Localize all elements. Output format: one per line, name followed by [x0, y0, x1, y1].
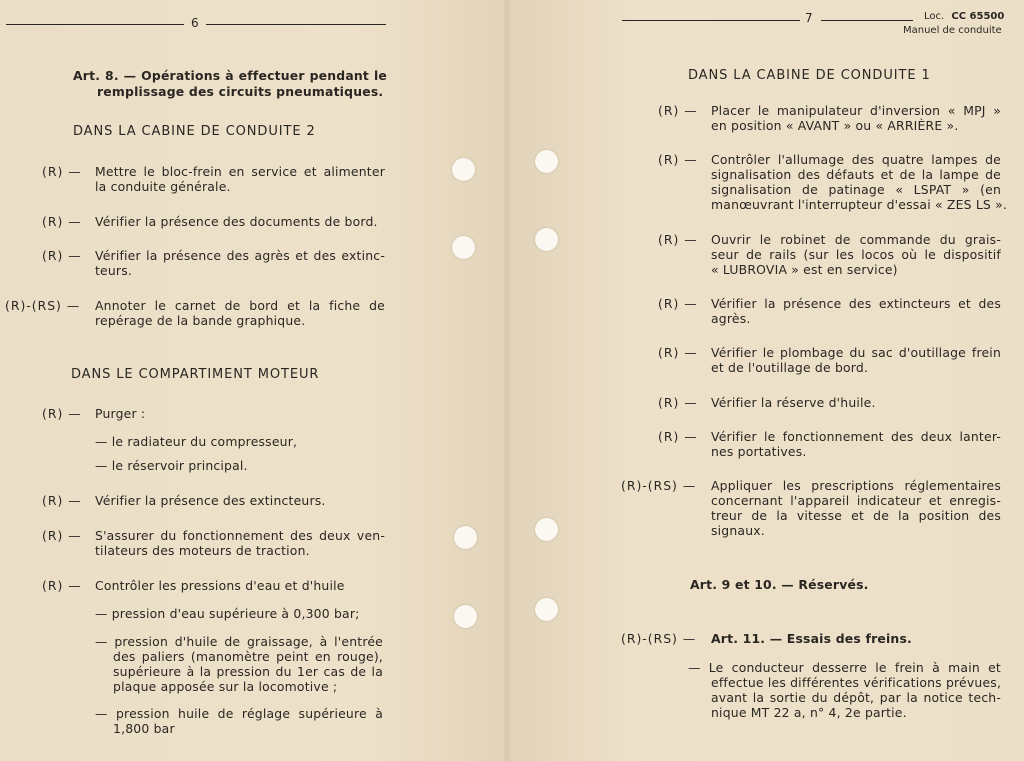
item-tag: (R) — [42, 214, 82, 229]
sub-item: — pression huile de réglage supérieure à 1,800 bar [95, 706, 383, 736]
sub-item: — le radiateur du compresseur, [95, 434, 298, 449]
list-item: Mettre le bloc-frein en service et alimenter la conduite générale. [95, 164, 385, 194]
item-tag: (R) — [42, 406, 82, 421]
item-tag: (R) — [42, 578, 82, 593]
item-tag: (R) — [658, 152, 698, 167]
list-item: Purger : [95, 406, 146, 421]
item-tag: (R)-(RS) — [621, 478, 697, 493]
article-title-line2: remplissage des circuits pneumatiques. [97, 84, 384, 99]
right-page [510, 0, 1024, 761]
article-heading: Art. 11. — Essais des freins. [711, 631, 912, 646]
section-heading-cabin-1: DANS LA CABINE DE CONDUITE 1 [688, 68, 931, 83]
punch-hole [454, 526, 477, 549]
list-item: Vérifier la présence des extincteurs et des agrès. [711, 296, 1001, 326]
list-item: S'assurer du fonctionnement des deux ven- tilateurs des moteurs de traction. [95, 528, 385, 558]
section-heading-cabin-2: DANS LA CABINE DE CONDUITE 2 [73, 124, 316, 139]
item-tag: (R) — [658, 429, 698, 444]
list-item: Vérifier le plombage du sac d'outillage frein et de l'outillage de bord. [711, 345, 1001, 375]
list-item: Vérifier la présence des extincteurs. [95, 493, 326, 508]
list-item: Annoter le carnet de bord et la fiche de repérage de la bande graphique. [95, 298, 385, 328]
item-tag: (R) — [658, 296, 698, 311]
punch-hole [535, 598, 558, 621]
sub-item: — le réservoir principal. [95, 458, 248, 473]
punch-hole [452, 158, 475, 181]
item-tag: (R) — [658, 345, 698, 360]
page-number: 6 [191, 16, 199, 30]
list-item: Ouvrir le robinet de commande du grais- seur de rails (sur les locos où le dispositif « LUBROVIA » est en service) [711, 232, 1001, 277]
list-item: Contrôler les pressions d'eau et d'huile [95, 578, 345, 593]
punch-hole [454, 605, 477, 628]
list-item: Contrôler l'allumage des quatre lampes de signalisation des défauts et de la lampe de signalisation de patinage « LSPAT » (en manœuvrant l'interrupteur d'essai « ZES LS ». [711, 152, 1008, 212]
punch-hole [535, 518, 558, 541]
list-item: Vérifier la présence des documents de bord. [95, 214, 378, 229]
punch-hole [535, 228, 558, 251]
item-tag: (R) — [658, 232, 698, 247]
list-item: Appliquer les prescriptions réglementaires concernant l'appareil indicateur et enregis- treur de la vitesse et de la position des signaux. [711, 478, 1001, 538]
header-rule-left [6, 24, 184, 25]
item-tag: (R) — [658, 103, 698, 118]
item-tag: (R) — [42, 493, 82, 508]
section-heading-engine: DANS LE COMPARTIMENT MOTEUR [71, 367, 320, 382]
header-rule-right [821, 20, 913, 21]
page-number: 7 [805, 11, 813, 25]
item-tag: (R) — [42, 528, 82, 543]
article-heading: Art. 9 et 10. — Réservés. [690, 577, 869, 592]
item-tag: (R) — [658, 395, 698, 410]
punch-hole [452, 236, 475, 259]
left-page [0, 0, 506, 761]
header-manual: Manuel de conduite [903, 25, 1002, 36]
sub-item: — pression d'huile de graissage, à l'entrée des paliers (manomètre peint en rouge), supérieure à la pression du 1er cas de la plaque apposée sur la locomotive ; [95, 634, 383, 694]
paragraph: — Le conducteur desserre le frein à main et effectue les différentes vérifications prévues, avant la sortie du dépôt, par la notice tech- nique MT 22 a, n° 4, 2e partie. [688, 660, 1002, 720]
item-tag: (R)-(RS) — [5, 298, 81, 313]
header-rule-left [622, 20, 800, 21]
punch-hole [535, 150, 558, 173]
header-locomotive: Loc. CC 65500 [924, 11, 1005, 22]
list-item: Placer le manipulateur d'inversion « MPJ » en position « AVANT » ou « ARRIÈRE ». [711, 103, 1001, 133]
article-title: Art. 8. — Opérations à effectuer pendant le [73, 68, 387, 83]
item-tag: (R) — [42, 164, 82, 179]
header-rule-right [206, 24, 386, 25]
item-tag: (R)-(RS) — [621, 631, 697, 646]
item-tag: (R) — [42, 248, 82, 263]
list-item: Vérifier la présence des agrès et des extinc- teurs. [95, 248, 385, 278]
sub-item: — pression d'eau supérieure à 0,300 bar; [95, 606, 360, 621]
list-item: Vérifier le fonctionnement des deux lanter- nes portatives. [711, 429, 1001, 459]
list-item: Vérifier la réserve d'huile. [711, 395, 876, 410]
